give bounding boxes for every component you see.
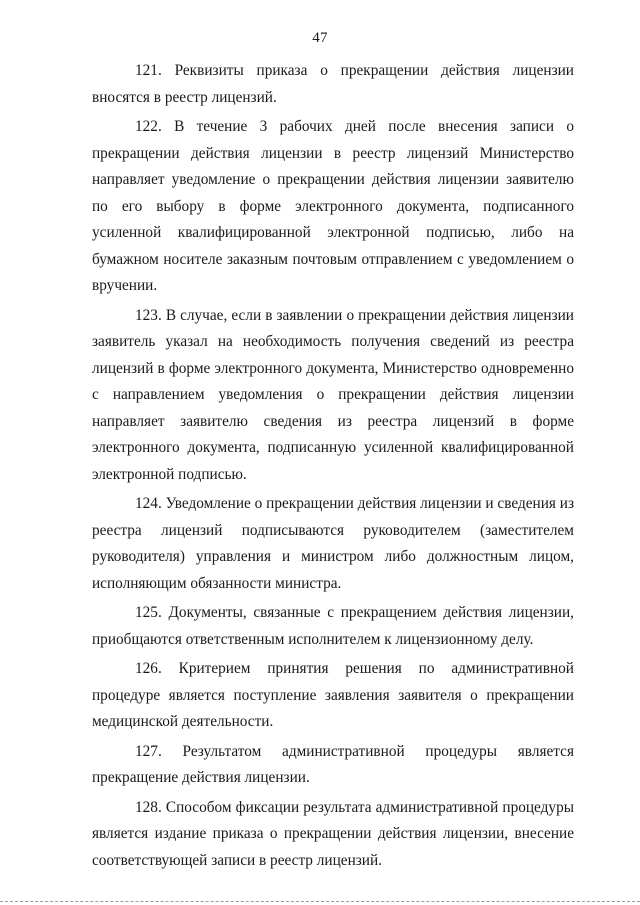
paragraph-123: 123. В случае, если в заявлении о прекращении действия лицензии заявитель указал на необходимость получения сведений из реестра лицензий в форме электронного документа, Министерство одновременно с направлением уведомления о прекращении действия лицензии направляет заявителю сведения из реестра лицензий в форме электронного документа, подписанную усиленной квалифицированной электронной подписью. [92, 306, 574, 483]
paragraph-127: 127. Результатом административной процедуры является прекращение действия лицензии. [92, 742, 574, 786]
page-bottom-edge [0, 901, 640, 903]
paragraph-126: 126. Критерием принятия решения по административной процедуре является поступление заявления заявителя о прекращении медицинской деятельности. [92, 660, 574, 730]
paragraph-128: 128. Способом фиксации результата административной процедуры является издание приказа о прекращении действия лицензии, внесение соответствующей записи в реестр лицензий. [92, 798, 574, 869]
paragraph-121: 121. Реквизиты приказа о прекращении действия лицензии вносятся в реестр лицензий. [92, 62, 574, 106]
paragraph-122: 122. В течение 3 рабочих дней после внесения записи о прекращении действия лицензии в реестр лицензий Министерство направляет уведомление о прекращении действия лицензии заявителю по его выбору в форме электронного документа, подписанного усиленной квалифицированной электронной подписью, либо на бумажном носителе заказным почтовым отправлением с уведомлением о вручении. [92, 118, 574, 294]
document-body [92, 58, 574, 874]
page-number: 47 [312, 30, 328, 46]
paragraph-124: 124. Уведомление о прекращении действия лицензии и сведения из реестра лицензий подписываются руководителем (заместителем руководителя) управления и министром либо должностным лицом, исполняющим обязанности министра. [92, 495, 574, 592]
paragraph-125: 125. Документы, связанные с прекращением действия лицензии, приобщаются ответственным исполнителем к лицензионному делу. [92, 604, 574, 648]
